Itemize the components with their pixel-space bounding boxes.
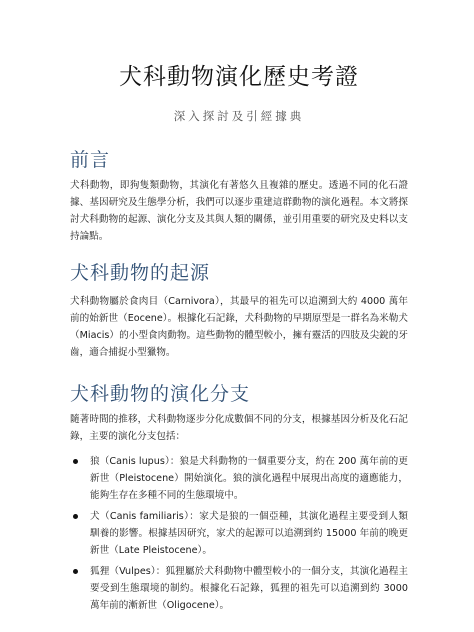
section-heading-branches: 犬科動物的演化分支 (70, 383, 251, 405)
list-item-text: 狼（Canis lupus）：狼是犬科動物的一個重要分支，約在 200 萬年前的更新世（Pleistocene）開始演化。狼的演化過程中展現出高度的適應能力，能夠生存在多種不同的生態環境中。 (90, 456, 408, 501)
section-paragraph-branches: 隨著時間的推移，犬科動物逐步分化成數個不同的分支，根據基因分析及化石記錄，主要的演化分支包括： (70, 414, 408, 442)
section-paragraph-intro: 犬科動物，即狗隻類動物，其演化有著悠久且複雜的歷史。透過不同的化石證據、基因研究及生態學分析，我們可以逐步重建這群動物的演化過程。本文將探討犬科動物的起源、演化分支及其與人類的關係，並引用重要的研究及史料以支持論點。 (70, 180, 408, 242)
list-item (70, 453, 408, 504)
list-item-text: 狐狸（Vulpes）：狐狸屬於犬科動物中體型較小的一個分支，其演化過程主要受到生態環境的制約。根據化石記錄，狐狸的祖先可以追溯到約 3000 萬年前的漸新世（Oligocene）。 (90, 566, 408, 611)
section-heading-intro: 前言 (70, 149, 111, 171)
document-subtitle: 深入探討及引經據典 (173, 109, 305, 123)
bullet-icon (73, 569, 78, 574)
document-title: 犬科動物演化歷史考證 (119, 64, 359, 90)
bullet-icon (73, 459, 78, 464)
list-item-text: 犬（Canis familiaris）：家犬是狼的一個亞種，其演化過程主要受到人類馴養的影響。根據基因研究，家犬的起源可以追溯到約 15000 年前的晚更新世（Late Pleistocene）。 (90, 511, 408, 556)
list-item (70, 563, 408, 614)
bullet-icon (73, 514, 78, 519)
section-paragraph-origin: 犬科動物屬於食肉目（Carnivora），其最早的祖先可以追溯到大約 4000 萬年前的始新世（Eocene）。根據化石記錄，犬科動物的早期原型是一群名為米勒犬（Miacis）的小型食肉動物。這些動物的體型較小，擁有靈活的四肢及尖銳的牙齒，適合捕捉小型獵物。 (70, 296, 408, 358)
section-heading-origin: 犬科動物的起源 (70, 262, 211, 284)
branch-list (70, 453, 408, 614)
list-item (70, 508, 408, 559)
